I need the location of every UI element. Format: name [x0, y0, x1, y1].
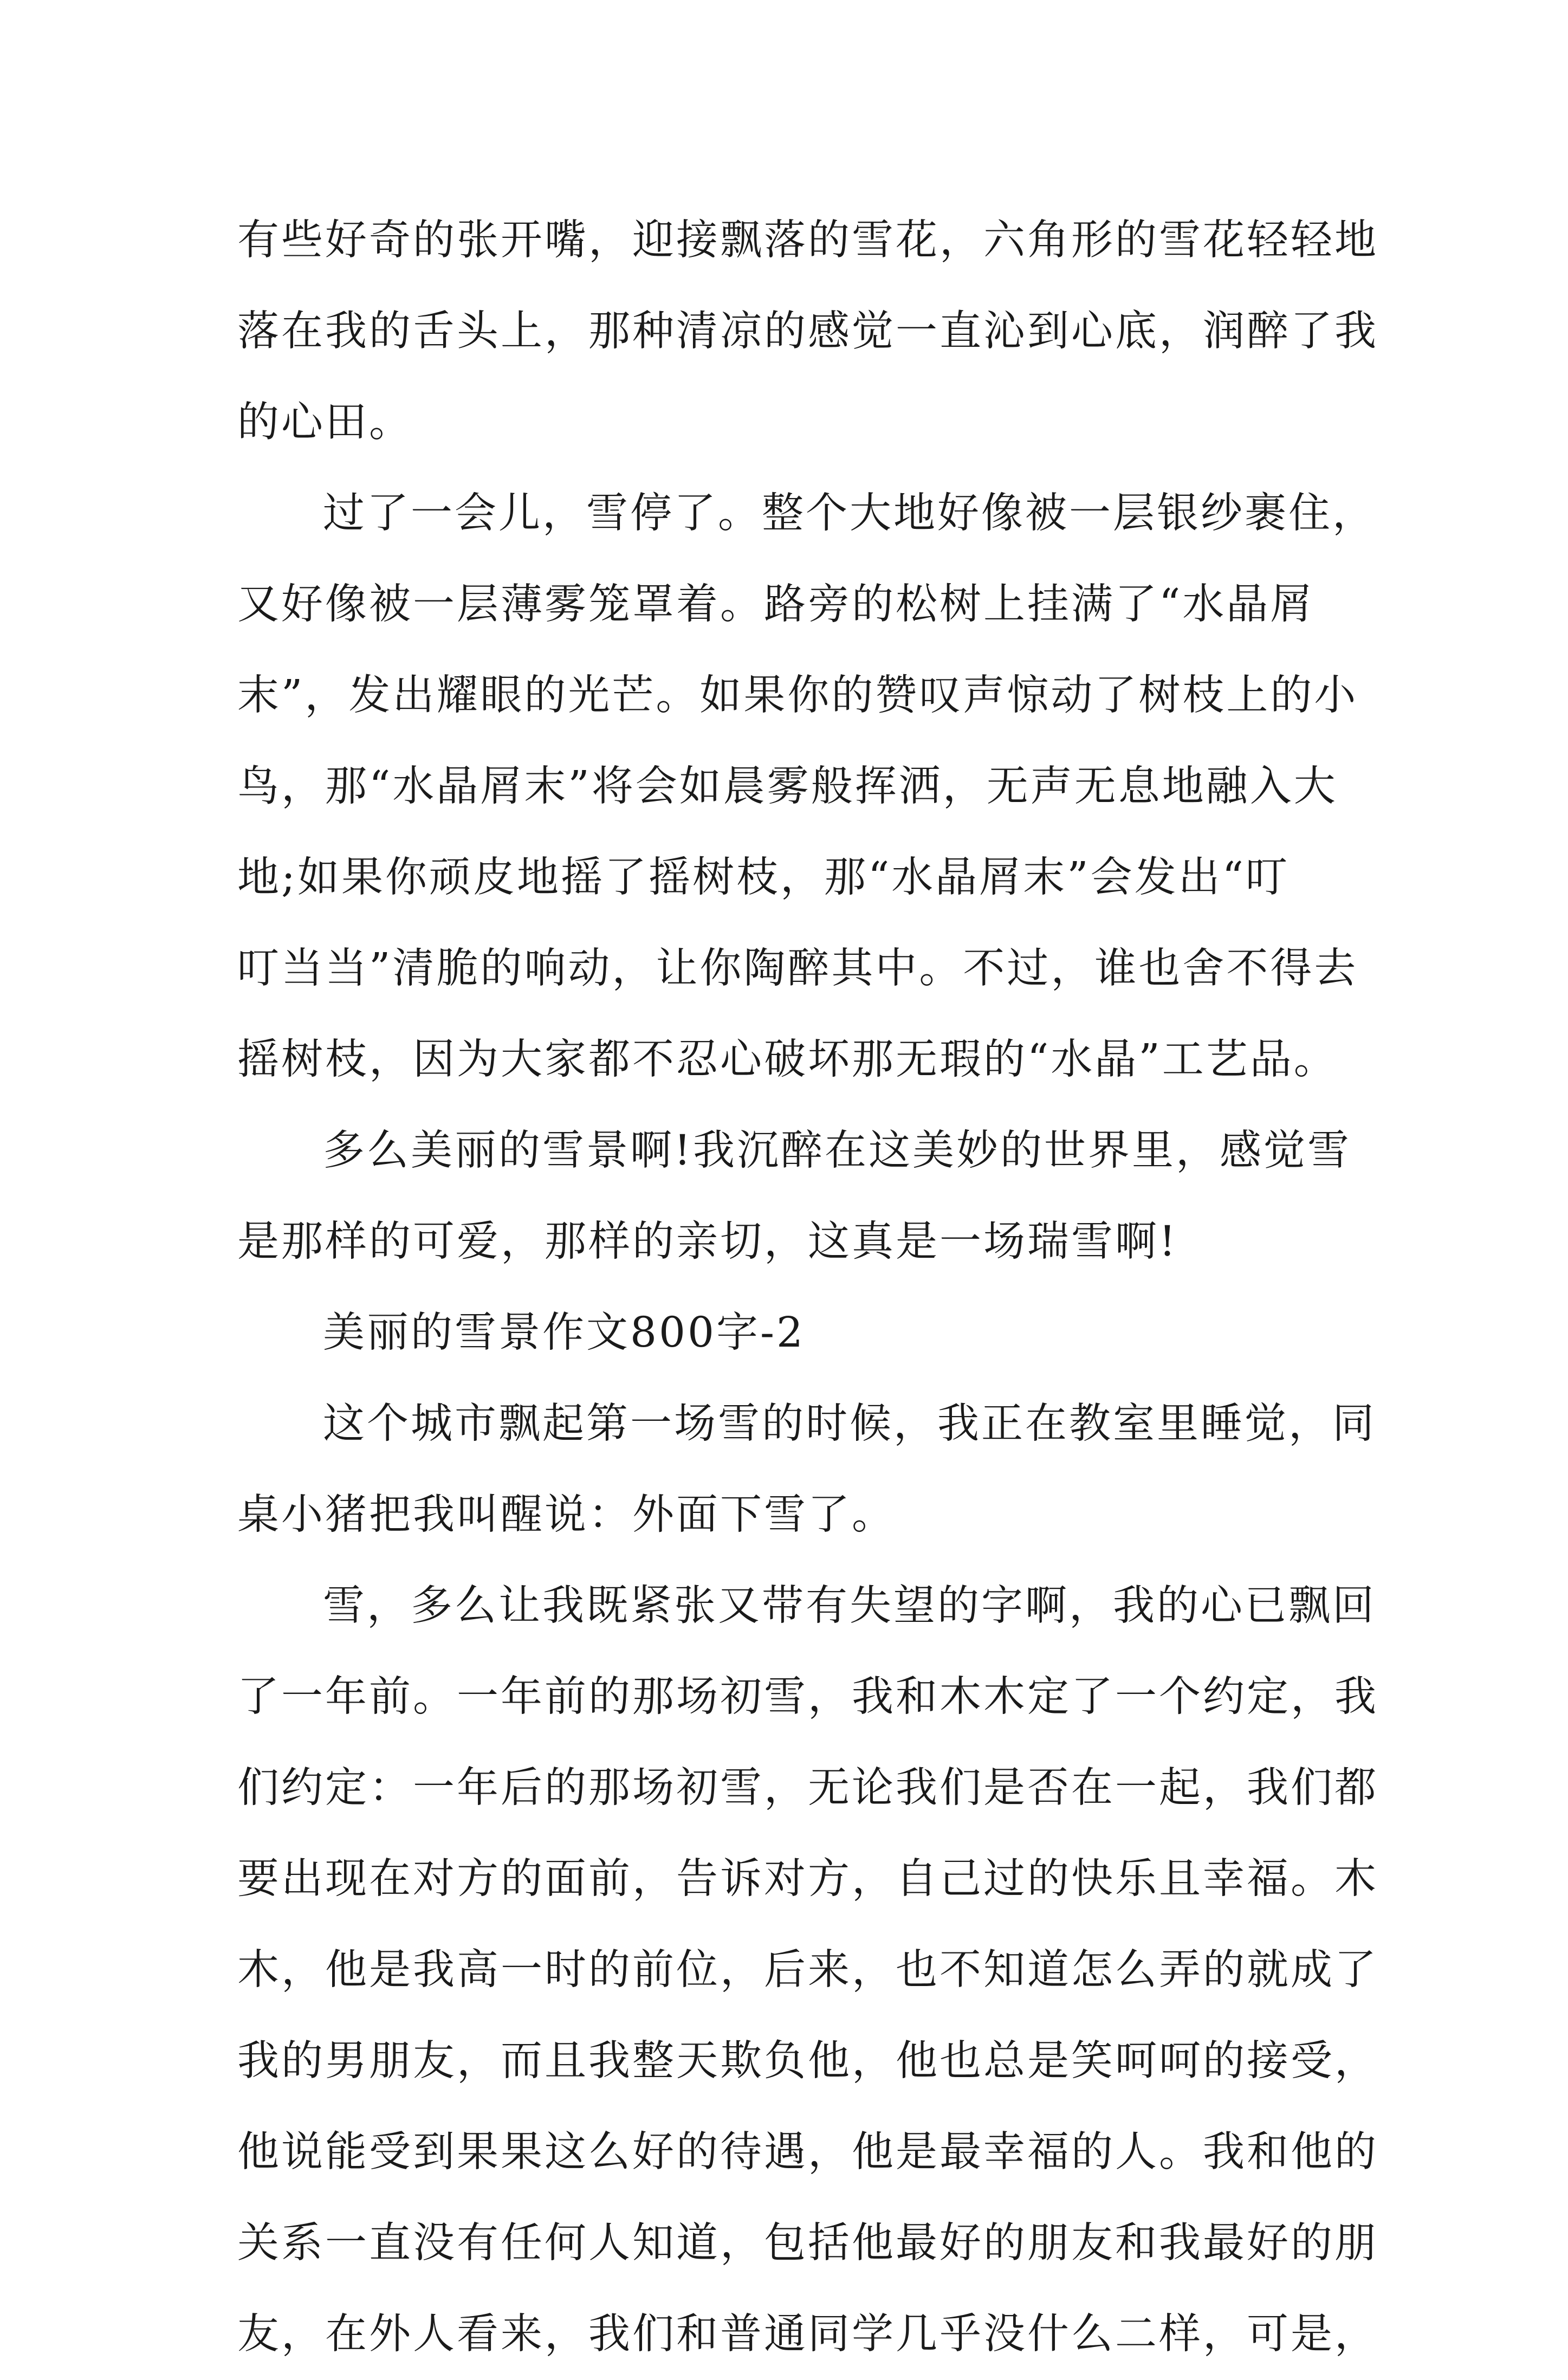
text-line: 落在我的舌头上，那种清凉的感觉一直沁到心底，润醉了我: [237, 307, 1378, 355]
text-line: 末”，发出耀眼的光芒。如果你的赞叹声惊动了树枝上的小: [237, 671, 1358, 720]
paragraph-start-line: 过了一会儿，雪停了。整个大地好像被一层银纱裹住，: [323, 489, 1376, 538]
text-line: 友，在外人看来，我们和普通同学几乎没什么二样，可是，: [237, 2310, 1378, 2358]
text-line: 关系一直没有任何人知道，包括他最好的朋友和我最好的朋: [237, 2219, 1378, 2267]
text-line: 鸟，那“水晶屑末”将会如晨雾般挥洒，无声无息地融入大: [237, 762, 1338, 811]
text-line: 们约定：一年后的那场初雪，无论我们是否在一起，我们都: [237, 1764, 1378, 1812]
text-line: 有些好奇的张开嘴，迎接飘落的雪花，六角形的雪花轻轻地: [237, 216, 1378, 264]
text-line: 的心田。: [237, 398, 413, 447]
text-line: 桌小猪把我叫醒说：外面下雪了。: [237, 1491, 896, 1539]
text-line: 地;如果你顽皮地摇了摇树枝，那“水晶屑末”会发出“叮: [237, 853, 1290, 902]
text-line: 是那样的可爱，那样的亲切，这真是一场瑞雪啊!: [237, 1218, 1178, 1266]
text-line: 木，他是我高一时的前位，后来，也不知道怎么弄的就成了: [237, 1946, 1378, 1994]
paragraph-start-line: 雪，多么让我既紧张又带有失望的字啊，我的心已飘回: [323, 1582, 1376, 1630]
text-line: 又好像被一层薄雾笼罩着。路旁的松树上挂满了“水晶屑: [237, 580, 1314, 629]
text-line: 他说能受到果果这么好的待遇，他是最幸福的人。我和他的: [237, 2128, 1378, 2176]
essay-body: [237, 195, 1378, 2380]
text-line: 摇树枝，因为大家都不忍心破坏那无瑕的“水晶”工艺品。: [237, 1036, 1338, 1084]
paragraph-start-line: 这个城市飘起第一场雪的时候，我正在教室里睡觉，同: [323, 1400, 1376, 1448]
text-line: 了一年前。一年前的那场初雪，我和木木定了一个约定，我: [237, 1673, 1378, 1721]
text-line: 叮当当”清脆的响动，让你陶醉其中。不过，谁也舍不得去: [237, 945, 1358, 993]
text-line: 我的男朋友，而且我整天欺负他，他也总是笑呵呵的接受，: [237, 2037, 1378, 2085]
text-line: 要出现在对方的面前，告诉对方，自己过的快乐且幸福。木: [237, 1855, 1378, 1903]
paragraph-start-line: 多么美丽的雪景啊!我沉醉在这美妙的世界里，感觉雪: [323, 1127, 1351, 1175]
paragraph-start-line: 美丽的雪景作文800字-2: [323, 1309, 805, 1357]
